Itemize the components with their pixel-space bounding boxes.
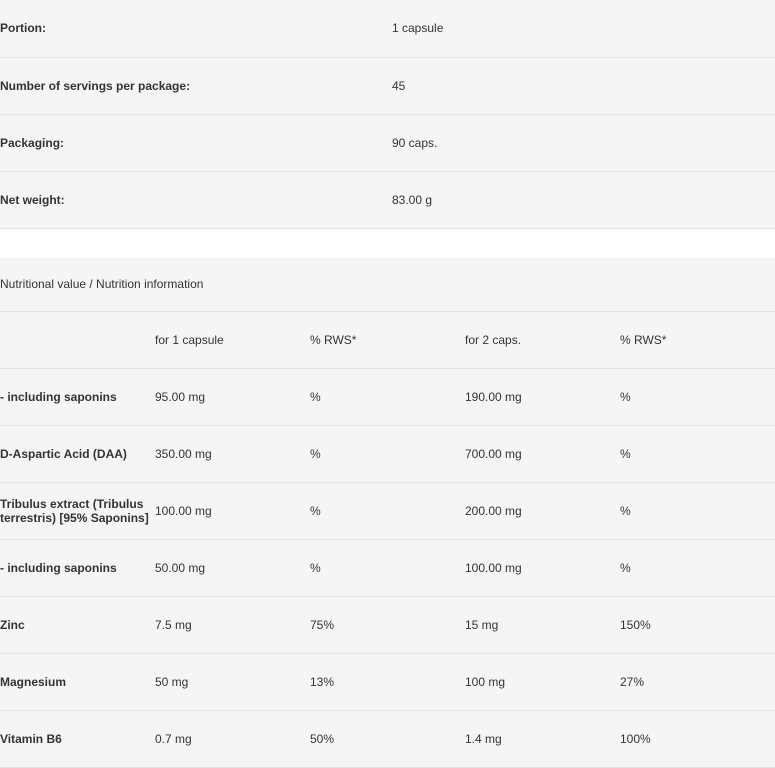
table-row xyxy=(0,368,775,425)
nutrient-rws-2caps: % xyxy=(620,389,631,404)
column-header-per-2-caps: for 2 caps. xyxy=(465,332,522,347)
nutrient-amount-1cap: 350.00 mg xyxy=(155,446,212,461)
nutrient-amount-2caps: 15 mg xyxy=(465,617,499,632)
nutrition-section-title: Nutritional value / Nutrition information xyxy=(0,277,204,292)
column-header-name xyxy=(0,311,155,368)
table-row xyxy=(0,57,775,114)
nutrient-amount-1cap: 7.5 mg xyxy=(155,617,192,632)
info-label: Packaging: xyxy=(0,135,65,150)
column-header-rws-1: % RWS* xyxy=(310,332,357,347)
nutrient-name: Vitamin B6 xyxy=(0,731,62,746)
section-spacer xyxy=(0,228,775,258)
nutrient-rws-1cap: 50% xyxy=(310,731,335,746)
nutrient-amount-2caps: 200.00 mg xyxy=(465,503,522,518)
nutrient-rws-2caps: % xyxy=(620,446,631,461)
nutrient-name: Magnesium xyxy=(0,674,67,689)
column-header-per-1-capsule: for 1 capsule xyxy=(155,332,224,347)
info-value: 83.00 g xyxy=(392,192,433,207)
nutrient-rws-1cap: 75% xyxy=(310,617,335,632)
nutrient-amount-2caps: 1.4 mg xyxy=(465,731,502,746)
nutrient-amount-1cap: 95.00 mg xyxy=(155,389,206,404)
nutrition-header-row xyxy=(0,311,775,368)
product-info-table xyxy=(0,0,775,258)
table-row xyxy=(0,0,775,57)
info-value: 1 capsule xyxy=(392,21,444,36)
nutrient-rws-2caps: % xyxy=(620,503,631,518)
nutrient-rws-2caps: 100% xyxy=(620,731,651,746)
info-label: Portion: xyxy=(0,21,46,36)
info-value: 45 xyxy=(392,78,406,93)
nutrient-rws-2caps: % xyxy=(620,560,631,575)
nutrient-name: D-Aspartic Acid (DAA) xyxy=(0,446,127,461)
nutrient-amount-1cap: 100.00 mg xyxy=(155,503,212,518)
nutrition-table xyxy=(0,258,775,768)
table-row xyxy=(0,114,775,171)
table-row xyxy=(0,653,775,710)
nutrient-amount-2caps: 700.00 mg xyxy=(465,446,522,461)
table-row xyxy=(0,539,775,596)
nutrient-rws-2caps: 27% xyxy=(620,674,645,689)
table-row xyxy=(0,425,775,482)
info-value: 90 caps. xyxy=(392,135,438,150)
nutrient-rws-1cap: % xyxy=(310,560,321,575)
table-row xyxy=(0,171,775,228)
column-header-rws-2: % RWS* xyxy=(620,332,667,347)
info-label: Net weight: xyxy=(0,192,65,207)
nutrient-name: Tribulus extract (Tribulus terrestris) [95% Saponins] xyxy=(0,496,149,525)
nutrient-amount-1cap: 50.00 mg xyxy=(155,560,206,575)
spacer-cell xyxy=(0,228,775,258)
nutrient-amount-1cap: 50 mg xyxy=(155,674,189,689)
nutrient-rws-1cap: 13% xyxy=(310,674,335,689)
nutrient-name: - including saponins xyxy=(0,560,117,575)
nutrient-rws-2caps: 150% xyxy=(620,617,651,632)
info-label: Number of servings per package: xyxy=(0,78,191,93)
nutrient-amount-2caps: 100 mg xyxy=(465,674,506,689)
nutrient-rws-1cap: % xyxy=(310,503,321,518)
nutrition-section-header xyxy=(0,258,775,311)
nutrient-rws-1cap: % xyxy=(310,446,321,461)
table-row xyxy=(0,482,775,539)
nutrient-rws-1cap: % xyxy=(310,389,321,404)
nutrient-amount-2caps: 100.00 mg xyxy=(465,560,522,575)
nutrient-name: - including saponins xyxy=(0,389,117,404)
nutrient-amount-1cap: 0.7 mg xyxy=(155,731,192,746)
table-row xyxy=(0,710,775,767)
table-row xyxy=(0,596,775,653)
nutrient-name: Zinc xyxy=(0,617,25,632)
nutrient-amount-2caps: 190.00 mg xyxy=(465,389,522,404)
